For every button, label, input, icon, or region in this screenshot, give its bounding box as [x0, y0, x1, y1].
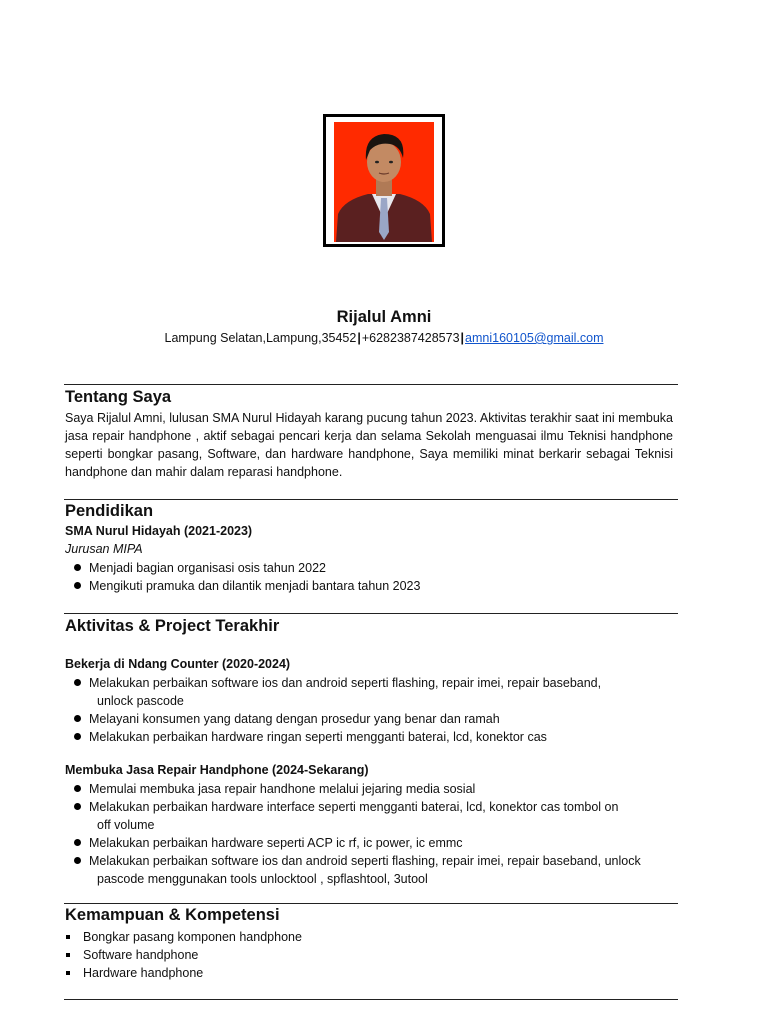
list-item: Melakukan perbaikan software ios dan android seperti flashing, repair imei, repair baseband, unlock pascode menggunakan tools unlocktool , spflashtool, 3utool — [72, 852, 672, 888]
address: Lampung Selatan,Lampung,35452 — [164, 331, 357, 345]
bullet-icon — [74, 582, 81, 589]
list-item: Melakukan perbaikan hardware seperti ACP ic rf, ic power, ic emmc — [72, 834, 672, 852]
section-divider — [64, 903, 678, 904]
list-item: Melakukan perbaikan hardware interface seperti mengganti baterai, lcd, konektor cas tombol on off volume — [72, 798, 672, 834]
section-divider — [64, 384, 678, 385]
list-item: Memulai membuka jasa repair handhone melalui jejaring media sosial — [72, 780, 672, 798]
bullet-icon — [74, 733, 81, 740]
job-title: Membuka Jasa Repair Handphone (2024-Sekarang) — [65, 763, 369, 777]
education-list — [72, 559, 672, 595]
list-item: Melayani konsumen yang datang dengan prosedur yang benar dan ramah — [72, 710, 672, 728]
bullet-icon — [66, 935, 70, 939]
education-heading: Pendidikan — [65, 502, 154, 520]
right-eye — [389, 161, 393, 164]
section-divider — [64, 499, 678, 500]
list-item: Menjadi bagian organisasi osis tahun 2022 — [72, 559, 672, 577]
list-item: Melakukan perbaikan software ios dan android seperti flashing, repair imei, repair baseband, unlock pascode — [72, 674, 672, 710]
list-item: Software handphone — [65, 946, 665, 964]
bullet-icon — [74, 679, 81, 686]
bullet-icon — [74, 803, 81, 810]
phone-number: +6282387428573 — [361, 331, 460, 345]
major: Jurusan MIPA — [65, 542, 143, 556]
bullet-icon — [66, 971, 70, 975]
job2-list — [72, 780, 672, 888]
list-item: Mengikuti pramuka dan dilantik menjadi bantara tahun 2023 — [72, 577, 672, 595]
job-title: Bekerja di Ndang Counter (2020-2024) — [65, 657, 291, 671]
portrait-image — [334, 122, 434, 242]
separator: | — [460, 331, 465, 345]
person-name: Rijalul Amni — [336, 308, 432, 326]
profile-photo — [323, 114, 445, 247]
list-item: Melakukan perbaikan hardware ringan seperti mengganti baterai, lcd, konektor cas — [72, 728, 672, 746]
bullet-icon — [74, 715, 81, 722]
job1-list — [72, 674, 672, 746]
bullet-icon — [74, 564, 81, 571]
activities-heading: Aktivitas & Project Terakhir — [65, 617, 280, 635]
email-link[interactable]: amni160105@gmail.com — [465, 331, 604, 345]
list-item: Hardware handphone — [65, 964, 665, 982]
skills-list — [65, 928, 665, 982]
bullet-icon — [74, 839, 81, 846]
about-heading: Tentang Saya — [65, 388, 172, 406]
separator: | — [357, 331, 361, 345]
bullet-icon — [66, 953, 70, 957]
section-divider — [64, 999, 678, 1000]
about-text: Saya Rijalul Amni, lulusan SMA Nurul Hidayah karang pucung tahun 2023. Aktivitas terakhir saat ini membuka jasa repair handphone , aktif sebagai pencari kerja dan selama Sekolah menguasai ilmu Teknisi handphone seperti bongkar pasang, Software, dan hardware handphone, Saya memiliki minat berkarir sebagai Teknisi handphone dan mahir dalam reparasi handphone. — [65, 411, 673, 479]
left-eye — [375, 161, 379, 164]
contact-line — [0, 331, 768, 345]
skills-heading: Kemampuan & Kompetensi — [65, 906, 280, 924]
bullet-icon — [74, 857, 81, 864]
section-divider — [64, 613, 678, 614]
bullet-icon — [74, 785, 81, 792]
school-name: SMA Nurul Hidayah (2021-2023) — [65, 524, 253, 538]
list-item: Bongkar pasang komponen handphone — [65, 928, 665, 946]
